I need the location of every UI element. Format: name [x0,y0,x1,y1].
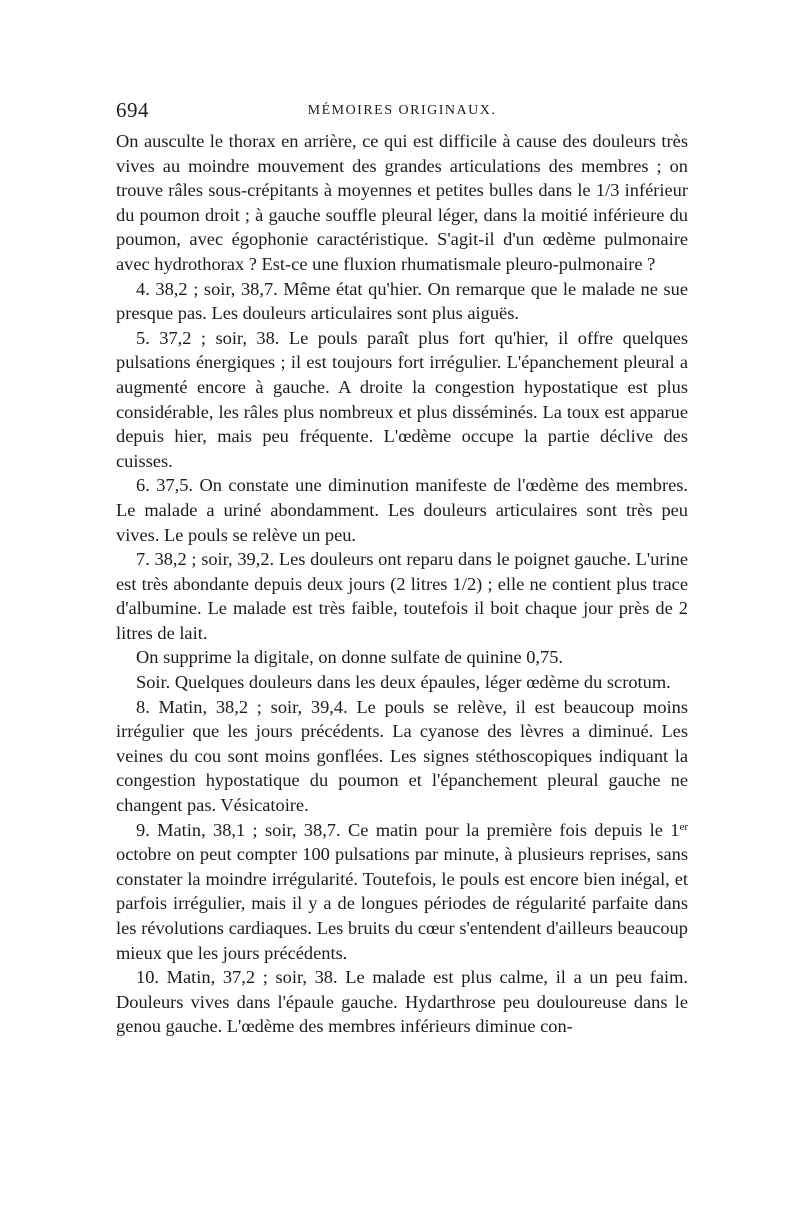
paragraph-day-9 [116,818,688,966]
paragraph-day-5: 5. 37,2 ; soir, 38. Le pouls paraît plus fort qu'hier, il offre quelques pulsations énergiques ; il est toujours fort irrégulier. L'épanchement pleural a augmenté encore à gauche. A droite la congestion hypostatique est plus considérable, les râles plus nombreux et plus disséminés. La toux est apparue depuis hier, mais peu fréquente. L'œdème occupe la partie déclive des cuisses. [116,327,688,471]
paragraph-day-4: 4. 38,2 ; soir, 38,7. Même état qu'hier. On remarque que le malade ne sue presque pas. Les douleurs articulaires sont plus aiguës. [116,278,688,324]
paragraph-evening: Soir. Quelques douleurs dans les deux épaules, léger œdème du scrotum. [136,672,671,693]
paragraph-treatment: On supprime la digitale, on donne sulfate de quinine 0,75. [136,647,563,668]
ordinal-superscript: er [679,820,688,833]
body-text [116,129,688,1039]
page-number: 694 [116,98,149,122]
running-title: MÉMOIRES ORIGINAUX. [307,103,497,118]
paragraph-day-8: 8. Matin, 38,2 ; soir, 39,4. Le pouls se relève, il est beaucoup moins irrégulier que les jours précédents. La cyanose des lèvres a diminué. Les veines du cou sont moins gonflées. Les signes stéthoscopiques indiquant la congestion hypostatique du poumon et l'épanchement pleural gauche ne changent pas. Vésicatoire. [116,696,688,816]
paragraph-day-9-rest: octobre on peut compter 100 pulsations par minute, à plusieurs reprises, sans constater la moindre irrégularité. Toutefois, le pouls est encore bien inégal, et parfois irrégulier, mais il y a de longues périodes de régularité parfaite dans les révolutions cardiaques. Les bruits du cœur s'entendent d'ailleurs beaucoup mieux que les jours précédents. [116,844,688,963]
page-header [116,98,688,128]
paragraph-day-10: 10. Matin, 37,2 ; soir, 38. Le malade est plus calme, il a un peu faim. Douleurs vives dans l'épaule gauche. Hydarthrose peu douloureuse dans le genou gauche. L'œdème des membres inférieurs diminue con- [116,967,688,1037]
paragraph-day-9-start: 9. Matin, 38,1 ; soir, 38,7. Ce matin pour la première fois depuis le 1 [136,819,680,840]
paragraph-day-7: 7. 38,2 ; soir, 39,2. Les douleurs ont reparu dans le poignet gauche. L'urine est très abondante depuis deux jours (2 litres 1/2) ; elle ne contient plus trace d'albumine. Le malade est très faible, toutefois il boit chaque jour près de 2 litres de lait. [116,549,688,643]
paragraph-continuation: On ausculte le thorax en arrière, ce qui est difficile à cause des douleurs très vives au moindre mouvement des grandes articulations des membres ; on trouve râles sous-crépitants à moyennes et petites bulles dans le 1/3 inférieur du poumon droit ; à gauche souffle pleural léger, dans la moitié inférieure du poumon, avec égophonie caractéristique. S'agit-il d'un œdème pulmonaire avec hydrothorax ? Est-ce une fluxion rhumatismale pleuro-pulmonaire ? [116,131,688,274]
paragraph-day-6: 6. 37,5. On constate une diminution manifeste de l'œdème des membres. Le malade a uriné abondamment. Les douleurs articulaires sont très peu vives. Le pouls se relève un peu. [116,475,688,545]
